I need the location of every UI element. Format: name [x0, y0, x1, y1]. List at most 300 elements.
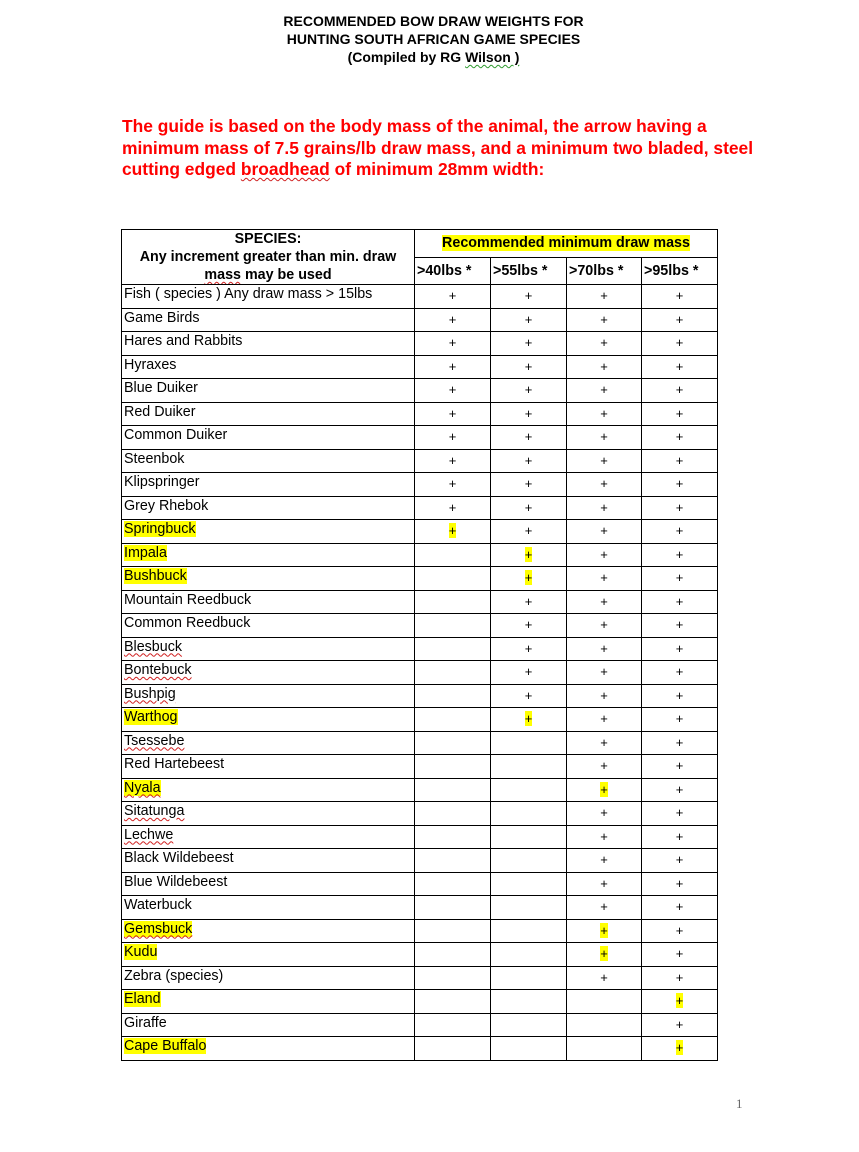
plus-mark: + — [600, 288, 608, 304]
column-header-70: >70lbs * — [567, 257, 642, 285]
plus-mark: + — [448, 382, 457, 398]
mark-cell — [491, 449, 567, 473]
intro-paragraph — [122, 116, 762, 181]
table-row — [122, 684, 718, 708]
table-row — [122, 802, 718, 826]
table-row — [122, 896, 718, 920]
mark-cell — [415, 755, 491, 779]
plus-mark: + — [524, 405, 533, 421]
recommended-header: Recommended minimum draw mass — [442, 235, 690, 252]
mark-cell — [567, 520, 642, 544]
plus-mark: + — [675, 899, 684, 915]
mark-cell — [642, 590, 718, 614]
plus-mark: + — [600, 734, 608, 750]
species-name: Red Duiker — [124, 403, 196, 420]
highlighted-plus-mark: + — [524, 570, 533, 586]
table-row — [122, 285, 718, 309]
table-row — [122, 1013, 718, 1037]
species-name: Common Reedbuck — [124, 615, 251, 631]
plus-mark: + — [448, 429, 457, 445]
table-row — [122, 567, 718, 591]
table-row — [122, 825, 718, 849]
species-cell — [122, 778, 415, 802]
table-row — [122, 872, 718, 896]
mark-cell — [642, 637, 718, 661]
species-cell — [122, 614, 415, 638]
mark-cell — [491, 590, 567, 614]
species-name: Grey Rhebok — [124, 497, 209, 514]
plus-mark: + — [448, 288, 457, 304]
mark-cell — [415, 637, 491, 661]
mark-cell — [491, 379, 567, 403]
mark-cell — [567, 285, 642, 309]
mark-cell — [415, 684, 491, 708]
plus-mark: + — [600, 546, 608, 562]
mark-cell — [491, 990, 567, 1014]
plus-mark: + — [675, 593, 684, 609]
species-cell — [122, 731, 415, 755]
species-cell — [122, 496, 415, 520]
table-row — [122, 849, 718, 873]
species-cell — [122, 637, 415, 661]
mark-cell — [642, 684, 718, 708]
mark-cell — [567, 872, 642, 896]
plus-mark: + — [675, 429, 684, 445]
mark-cell — [642, 496, 718, 520]
species-name: Black Wildebeest — [124, 850, 234, 866]
table-row — [122, 966, 718, 990]
mark-cell — [567, 308, 642, 332]
plus-mark: + — [524, 452, 533, 468]
header-row-1 — [122, 230, 718, 258]
mark-cell — [491, 426, 567, 450]
mark-cell — [642, 543, 718, 567]
table-body — [122, 230, 718, 1061]
plus-mark: + — [675, 1016, 684, 1032]
species-name: Blue Wildebeest — [124, 873, 228, 890]
table-row — [122, 708, 718, 732]
species-cell — [122, 567, 415, 591]
mark-cell — [491, 708, 567, 732]
mark-cell — [567, 614, 642, 638]
table-row — [122, 637, 718, 661]
highlighted-plus-mark: + — [675, 993, 684, 1009]
mark-cell — [567, 708, 642, 732]
species-cell — [122, 1037, 415, 1061]
mark-cell — [642, 943, 718, 967]
table-row — [122, 402, 718, 426]
plus-mark: + — [600, 358, 608, 374]
table-row — [122, 520, 718, 544]
mark-cell — [415, 896, 491, 920]
species-cell — [122, 1013, 415, 1037]
mark-cell — [491, 402, 567, 426]
plus-mark: + — [600, 382, 608, 398]
mark-cell — [567, 567, 642, 591]
mark-cell — [415, 473, 491, 497]
species-cell — [122, 379, 415, 403]
plus-mark: + — [524, 593, 533, 609]
highlighted-plus-mark: + — [675, 1040, 684, 1056]
mark-cell — [642, 661, 718, 685]
mark-cell — [491, 731, 567, 755]
mark-cell — [642, 872, 718, 896]
species-name: Common Duiker — [124, 427, 228, 443]
highlighted-plus-mark: + — [524, 546, 533, 562]
plus-mark: + — [600, 593, 608, 609]
mark-cell — [415, 285, 491, 309]
mark-cell — [567, 449, 642, 473]
mark-cell — [491, 308, 567, 332]
mark-cell — [567, 825, 642, 849]
plus-mark: + — [675, 875, 684, 891]
mark-cell — [415, 802, 491, 826]
table-row — [122, 379, 718, 403]
species-name: Steenbok — [124, 450, 185, 467]
mark-cell — [642, 449, 718, 473]
mark-cell — [642, 1037, 718, 1061]
plus-mark: + — [675, 969, 684, 985]
mark-cell — [491, 896, 567, 920]
plus-mark: + — [675, 617, 684, 633]
mark-cell — [491, 332, 567, 356]
mark-cell — [415, 614, 491, 638]
table-row — [122, 614, 718, 638]
plus-mark: + — [600, 687, 608, 703]
draw-weight-table — [121, 229, 718, 1061]
highlighted-plus-mark: + — [600, 946, 608, 962]
species-cell — [122, 402, 415, 426]
species-cell — [122, 332, 415, 356]
document-title — [0, 12, 859, 66]
species-name: Warthog — [124, 709, 178, 725]
mark-cell — [415, 496, 491, 520]
species-name: Nyala — [124, 779, 161, 796]
mark-cell — [491, 661, 567, 685]
title-line-3-prefix: (Compiled by RG — [347, 49, 466, 65]
mark-cell — [491, 285, 567, 309]
species-name: Gemsbuck — [124, 920, 193, 937]
mark-cell — [642, 966, 718, 990]
mark-cell — [567, 684, 642, 708]
plus-mark: + — [675, 711, 684, 727]
mark-cell — [415, 731, 491, 755]
mark-cell — [415, 543, 491, 567]
mark-cell — [567, 755, 642, 779]
mark-cell — [491, 473, 567, 497]
species-cell — [122, 426, 415, 450]
species-header-line-3 — [122, 266, 414, 284]
species-cell — [122, 520, 415, 544]
mark-cell — [415, 825, 491, 849]
mark-cell — [415, 449, 491, 473]
mark-cell — [567, 778, 642, 802]
mark-cell — [491, 614, 567, 638]
mark-cell — [491, 778, 567, 802]
species-name: Giraffe — [124, 1014, 167, 1031]
species-name: Fish ( species ) Any draw mass > 15lbs — [124, 286, 373, 302]
plus-mark: + — [524, 617, 533, 633]
species-name: Red Hartebeest — [124, 756, 225, 772]
table-row — [122, 496, 718, 520]
species-header-line-2: Any increment greater than min. draw — [139, 249, 397, 265]
table-row — [122, 308, 718, 332]
plus-mark: + — [675, 499, 684, 515]
species-cell — [122, 473, 415, 497]
plus-mark: + — [675, 570, 684, 586]
plus-mark: + — [448, 499, 457, 515]
mark-cell — [415, 919, 491, 943]
plus-mark: + — [600, 640, 608, 656]
highlighted-plus-mark: + — [524, 711, 533, 727]
species-cell — [122, 661, 415, 685]
plus-mark: + — [600, 875, 608, 891]
mark-cell — [642, 1013, 718, 1037]
intro-text-2: of minimum 28mm width: — [329, 159, 545, 179]
mark-cell — [642, 990, 718, 1014]
species-name: Mountain Reedbuck — [124, 591, 252, 608]
plus-mark: + — [675, 758, 684, 774]
species-cell — [122, 825, 415, 849]
species-name: Waterbuck — [124, 897, 192, 913]
plus-mark: + — [675, 781, 684, 797]
plus-mark: + — [675, 288, 684, 304]
mark-cell — [567, 802, 642, 826]
plus-mark: + — [675, 476, 684, 492]
mark-cell — [415, 520, 491, 544]
mark-cell — [415, 426, 491, 450]
plus-mark: + — [448, 476, 457, 492]
plus-mark: + — [448, 452, 457, 468]
table-row — [122, 778, 718, 802]
mark-cell — [642, 520, 718, 544]
mark-cell — [491, 355, 567, 379]
table-row — [122, 943, 718, 967]
species-name: Cape Buffalo — [124, 1038, 207, 1054]
plus-mark: + — [524, 640, 533, 656]
plus-mark: + — [675, 828, 684, 844]
species-name: Eland — [124, 991, 161, 1007]
plus-mark: + — [675, 946, 684, 962]
plus-mark: + — [524, 358, 533, 374]
mark-cell — [567, 896, 642, 920]
species-name: Zebra (species) — [124, 967, 224, 984]
plus-mark: + — [675, 734, 684, 750]
mark-cell — [642, 426, 718, 450]
table-row — [122, 731, 718, 755]
species-cell — [122, 896, 415, 920]
mark-cell — [642, 778, 718, 802]
plus-mark: + — [600, 805, 608, 821]
compiler-name: Wilson ) — [465, 49, 520, 65]
plus-mark: + — [524, 523, 533, 539]
mark-cell — [567, 1037, 642, 1061]
species-cell — [122, 919, 415, 943]
species-cell — [122, 543, 415, 567]
plus-mark: + — [448, 405, 457, 421]
plus-mark: + — [448, 358, 457, 374]
plus-mark: + — [600, 429, 608, 445]
species-cell — [122, 872, 415, 896]
species-name: Hyraxes — [124, 356, 177, 373]
table-row — [122, 473, 718, 497]
mark-cell — [567, 402, 642, 426]
mark-cell — [567, 473, 642, 497]
species-cell — [122, 943, 415, 967]
mark-cell — [642, 355, 718, 379]
mark-cell — [415, 872, 491, 896]
mark-cell — [642, 332, 718, 356]
mark-cell — [642, 755, 718, 779]
mark-cell — [491, 637, 567, 661]
mark-cell — [642, 402, 718, 426]
mark-cell — [567, 590, 642, 614]
mark-cell — [642, 285, 718, 309]
plus-mark: + — [600, 969, 608, 985]
mark-cell — [415, 379, 491, 403]
mark-cell — [642, 473, 718, 497]
mark-cell — [567, 426, 642, 450]
species-cell — [122, 990, 415, 1014]
plus-mark: + — [675, 523, 684, 539]
species-name: Blesbuck — [124, 638, 183, 655]
plus-mark: + — [600, 476, 608, 492]
plus-mark: + — [600, 711, 608, 727]
mark-cell — [415, 402, 491, 426]
table-row — [122, 590, 718, 614]
species-cell — [122, 308, 415, 332]
species-header-line-1: SPECIES: — [234, 231, 302, 247]
title-line-2: HUNTING SOUTH AFRICAN GAME SPECIES — [286, 31, 581, 47]
species-cell — [122, 684, 415, 708]
mark-cell — [415, 778, 491, 802]
mark-cell — [567, 966, 642, 990]
mark-cell — [415, 708, 491, 732]
plus-mark: + — [524, 382, 533, 398]
plus-mark: + — [675, 805, 684, 821]
mark-cell — [642, 802, 718, 826]
plus-mark: + — [675, 687, 684, 703]
plus-mark: + — [600, 452, 608, 468]
table-row — [122, 355, 718, 379]
recommended-header-cell — [415, 230, 718, 258]
table-row — [122, 1037, 718, 1061]
table-row — [122, 919, 718, 943]
plus-mark: + — [675, 335, 684, 351]
mark-cell — [491, 543, 567, 567]
mark-cell — [491, 802, 567, 826]
plus-mark: + — [524, 288, 533, 304]
mark-cell — [491, 872, 567, 896]
mark-cell — [567, 731, 642, 755]
species-name: Klipspringer — [124, 474, 200, 490]
plus-mark: + — [675, 852, 684, 868]
plus-mark: + — [600, 499, 608, 515]
column-header-95: >95lbs * — [642, 257, 718, 285]
mark-cell — [567, 379, 642, 403]
table-row — [122, 449, 718, 473]
mark-cell — [642, 708, 718, 732]
plus-mark: + — [600, 335, 608, 351]
mark-cell — [491, 825, 567, 849]
species-name: Impala — [124, 544, 167, 561]
plus-mark: + — [675, 405, 684, 421]
plus-mark: + — [600, 899, 608, 915]
plus-mark: + — [448, 311, 457, 327]
mark-cell — [567, 919, 642, 943]
species-name: Sitatunga — [124, 803, 185, 819]
mark-cell — [415, 661, 491, 685]
plus-mark: + — [524, 687, 533, 703]
mark-cell — [415, 590, 491, 614]
page-number: 1 — [736, 1096, 743, 1111]
mark-cell — [491, 755, 567, 779]
mark-cell — [567, 661, 642, 685]
table-row — [122, 332, 718, 356]
table-row — [122, 661, 718, 685]
plus-mark: + — [675, 922, 684, 938]
mark-cell — [491, 684, 567, 708]
species-name: Springbuck — [124, 521, 196, 537]
species-name: Tsessebe — [124, 732, 185, 749]
species-name: Bushbuck — [124, 568, 187, 584]
mark-cell — [567, 355, 642, 379]
species-cell — [122, 590, 415, 614]
intro-squiggle-word: broadhead — [240, 159, 330, 179]
mark-cell — [491, 1013, 567, 1037]
mark-cell — [567, 990, 642, 1014]
mark-cell — [642, 849, 718, 873]
column-header-55: >55lbs * — [491, 257, 567, 285]
plus-mark: + — [524, 499, 533, 515]
mark-cell — [567, 849, 642, 873]
plus-mark: + — [675, 664, 684, 680]
mark-cell — [567, 943, 642, 967]
mark-cell — [415, 567, 491, 591]
mark-cell — [642, 896, 718, 920]
mark-cell — [491, 567, 567, 591]
plus-mark: + — [675, 358, 684, 374]
mark-cell — [642, 919, 718, 943]
species-cell — [122, 285, 415, 309]
plus-mark: + — [600, 405, 608, 421]
plus-mark: + — [524, 476, 533, 492]
plus-mark: + — [524, 335, 533, 351]
mark-cell — [642, 308, 718, 332]
species-header-line-3-rest: may be used — [240, 267, 332, 283]
species-cell — [122, 449, 415, 473]
plus-mark: + — [600, 828, 608, 844]
plus-mark: + — [600, 617, 608, 633]
mark-cell — [491, 1037, 567, 1061]
mark-cell — [491, 966, 567, 990]
plus-mark: + — [600, 758, 608, 774]
mark-cell — [567, 543, 642, 567]
plus-mark: + — [600, 664, 608, 680]
species-name: Game Birds — [124, 309, 200, 326]
mark-cell — [415, 1037, 491, 1061]
table-row — [122, 755, 718, 779]
species-cell — [122, 849, 415, 873]
species-header — [122, 230, 415, 285]
mark-cell — [491, 849, 567, 873]
title-line-3 — [0, 48, 859, 66]
plus-mark: + — [600, 852, 608, 868]
mark-cell — [415, 332, 491, 356]
species-cell — [122, 708, 415, 732]
plus-mark: + — [600, 523, 608, 539]
column-header-40: >40lbs * — [415, 257, 491, 285]
